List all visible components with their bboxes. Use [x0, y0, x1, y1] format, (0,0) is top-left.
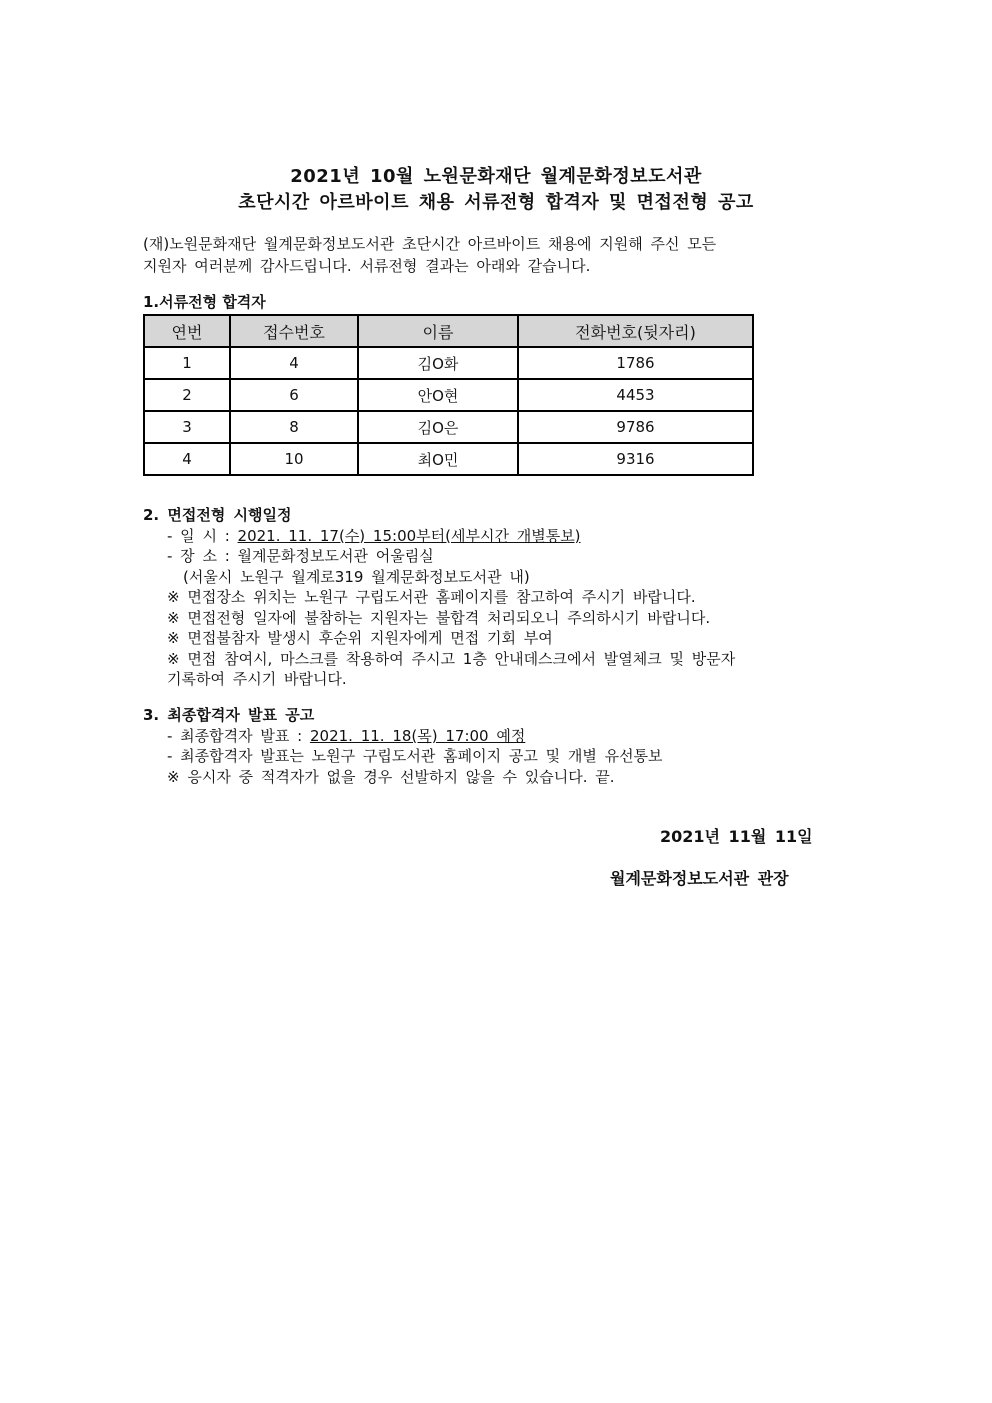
- section3-heading: 3. 최종합격자 발표 공고: [143, 706, 315, 724]
- announce-line: [143, 726, 663, 747]
- table-row: [144, 443, 753, 475]
- header-cell: 이름: [358, 315, 518, 347]
- table-cell: 김O화: [358, 347, 518, 379]
- table-cell: 3: [144, 411, 230, 443]
- results-table: [143, 314, 754, 476]
- table-cell: 6: [230, 379, 358, 411]
- interview-date-line: [143, 526, 735, 547]
- table-cell: 4453: [518, 379, 753, 411]
- note-line: ※ 면접전형 일자에 불참하는 지원자는 불합격 처리되오니 주의하시기 바랍니다.: [167, 608, 711, 627]
- section2: [143, 505, 735, 690]
- table-cell: 9316: [518, 443, 753, 475]
- announce-value: 2021. 11. 18(목) 17:00 예정: [309, 726, 526, 745]
- table-cell: 김O은: [358, 411, 518, 443]
- header-cell: 연번: [144, 315, 230, 347]
- table-cell: 안O현: [358, 379, 518, 411]
- table-cell: 9786: [518, 411, 753, 443]
- document-date: 2021년 11월 11일: [660, 827, 813, 846]
- table-row: [144, 347, 753, 379]
- header-cell: 전화번호(뒷자리): [518, 315, 753, 347]
- interview-date-label: - 일 시 :: [167, 526, 230, 545]
- intro-paragraph: [143, 233, 823, 277]
- intro-line-1: (재)노원문화재단 월계문화정보도서관 초단시간 아르바이트 채용에 지원해 주신 모든: [143, 235, 717, 253]
- table-row: [144, 379, 753, 411]
- interview-address: (서울시 노원구 월계로319 월계문화정보도서관 내): [183, 567, 530, 586]
- table-header-row: [144, 315, 753, 347]
- table-row: [144, 411, 753, 443]
- note-line: ※ 면접 참여시, 마스크를 착용하여 주시고 1층 안내데스크에서 발열체크 및 방문자: [167, 649, 736, 668]
- interview-place-label: - 장 소 :: [167, 547, 230, 565]
- table-cell: 2: [144, 379, 230, 411]
- interview-place-line: [143, 546, 735, 567]
- announce-method-line: - 최종합격자 발표는 노원구 구립도서관 홈페이지 공고 및 개별 유선통보: [167, 747, 663, 765]
- header-cell: 접수번호: [230, 315, 358, 347]
- table-cell: 4: [230, 347, 358, 379]
- note-line: ※ 응시자 중 적격자가 없을 경우 선발하지 않을 수 있습니다. 끝.: [167, 767, 615, 786]
- note-line: 기록하여 주시기 바랍니다.: [167, 670, 347, 688]
- interview-place-value: 월계문화정보도서관 어울림실: [237, 547, 434, 565]
- note-line: ※ 면접불참자 발생시 후순위 지원자에게 면접 기회 부여: [167, 629, 553, 647]
- note-line: ※ 면접장소 위치는 노원구 구립도서관 홈페이지를 참고하여 주시기 바랍니다.: [167, 588, 696, 606]
- table-cell: 1: [144, 347, 230, 379]
- announce-label: - 최종합격자 발표 :: [167, 726, 303, 745]
- table-cell: 10: [230, 443, 358, 475]
- intro-line-2: 지원자 여러분께 감사드립니다. 서류전형 결과는 아래와 같습니다.: [143, 257, 591, 275]
- table-cell: 4: [144, 443, 230, 475]
- section3: [143, 705, 663, 787]
- section1-heading: 1.서류전형 합격자: [143, 293, 266, 311]
- title-line-1: 2021년 10월 노원문화재단 월계문화정보도서관: [290, 166, 702, 187]
- interview-date-value: 2021. 11. 17(수) 15:00부터(세부시간 개별통보): [237, 526, 581, 545]
- title-line-2: 초단시간 아르바이트 채용 서류전형 합격자 및 면접전형 공고: [238, 192, 754, 213]
- section2-heading: 2. 면접전형 시행일정: [143, 506, 292, 524]
- table-cell: 1786: [518, 347, 753, 379]
- signature: 월계문화정보도서관 관장: [610, 869, 789, 888]
- table-cell: 8: [230, 411, 358, 443]
- table-cell: 최O민: [358, 443, 518, 475]
